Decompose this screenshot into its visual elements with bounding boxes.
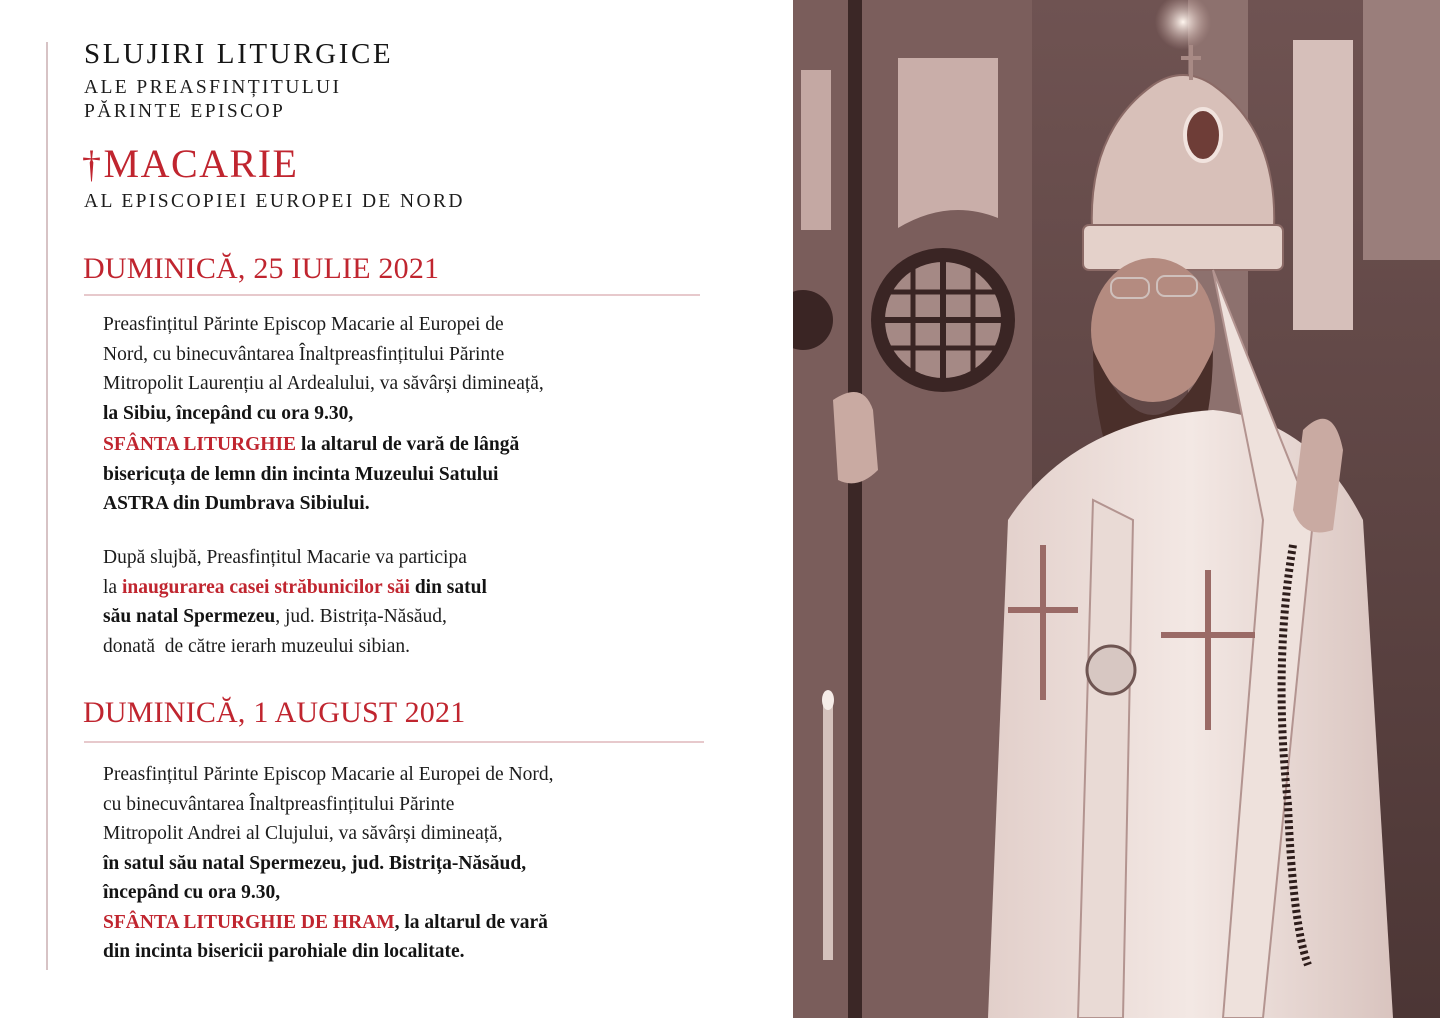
highlight-liturgy-hram: SFÂNTA LITURGHIE DE HRAM bbox=[103, 911, 395, 933]
event-1-paragraph-1 bbox=[103, 310, 544, 519]
text-line bbox=[103, 602, 487, 632]
bold-text: din incinta bisericii parohiale din localitate. bbox=[103, 941, 465, 962]
text-line bbox=[103, 399, 544, 429]
bold-text: la altarul de vară de lângă bbox=[296, 434, 520, 455]
bold-text: ASTRA din Dumbrava Sibiului. bbox=[103, 493, 370, 514]
text-line: donată de către ierarh muzeului sibian. bbox=[103, 635, 410, 657]
bold-text: , la altarul de vară bbox=[394, 911, 548, 933]
text-line: cu binecuvântarea Înaltpreasfințitului Părinte bbox=[103, 793, 455, 815]
bold-text: începând cu ora 9.30, bbox=[103, 882, 281, 903]
divider-2 bbox=[84, 741, 704, 743]
event-2-paragraph-1 bbox=[103, 760, 554, 967]
event-1-paragraph-2 bbox=[103, 543, 487, 661]
plain-text: , jud. Bistrița-Năsăud, bbox=[275, 606, 447, 627]
text-line bbox=[103, 573, 487, 603]
event-date-1: DUMINICĂ, 25 IULIE 2021 bbox=[83, 252, 440, 285]
bishop-name bbox=[82, 140, 298, 187]
text-line bbox=[103, 460, 544, 490]
text-line: Nord, cu binecuvântarea Înaltpreasfințitului Părinte bbox=[103, 343, 505, 365]
text-line bbox=[103, 878, 554, 908]
bold-text: bisericuța de lemn din incinta Muzeului Satului bbox=[103, 463, 499, 485]
photo-illustration bbox=[793, 0, 1440, 1018]
event-date-2: DUMINICĂ, 1 AUGUST 2021 bbox=[83, 696, 466, 729]
header-title: SLUJIRI LITURGICE bbox=[84, 38, 394, 70]
bishop-photo bbox=[793, 0, 1440, 1018]
bold-text: la Sibiu, începând cu ora 9.30, bbox=[103, 402, 354, 424]
bold-text: din satul bbox=[409, 576, 487, 598]
text-line: Preasfințitul Părinte Episcop Macarie al Europei de bbox=[103, 314, 504, 335]
text-line bbox=[103, 430, 544, 460]
eparchy-title: AL EPISCOPIEI EUROPEI DE NORD bbox=[84, 191, 465, 212]
text-line: Preasfințitul Părinte Episcop Macarie al Europei de Nord, bbox=[103, 764, 554, 785]
text-line bbox=[103, 849, 554, 879]
bold-text: în satul său natal Spermezeu, jud. Bistrița-Năsăud, bbox=[103, 852, 527, 874]
text-line bbox=[103, 489, 544, 519]
plain-text: la bbox=[103, 576, 122, 598]
text-line: Mitropolit Laurențiu al Ardealului, va săvârși dimineață, bbox=[103, 373, 544, 394]
text-line: După slujbă, Preasfințitul Macarie va participa bbox=[103, 547, 467, 568]
cross-icon: † bbox=[82, 144, 103, 186]
highlight-inauguration: inaugurarea casei străbunicilor săi bbox=[121, 576, 410, 598]
text-line: Mitropolit Andrei al Clujului, va săvârși dimineață, bbox=[103, 823, 503, 844]
text-line bbox=[103, 908, 554, 938]
header-subtitle bbox=[84, 76, 341, 124]
highlight-liturgy: SFÂNTA LITURGHIE bbox=[103, 434, 297, 455]
header-subtitle-line2: PĂRINTE EPISCOP bbox=[84, 101, 286, 122]
divider-1 bbox=[84, 294, 700, 296]
bishop-name-text: MACARIE bbox=[103, 141, 299, 186]
vertical-rule bbox=[46, 42, 48, 970]
header-subtitle-line1: ALE PREASFINȚITULUI bbox=[84, 77, 342, 98]
bold-text: său natal Spermezeu bbox=[103, 606, 276, 627]
text-line bbox=[103, 937, 554, 967]
